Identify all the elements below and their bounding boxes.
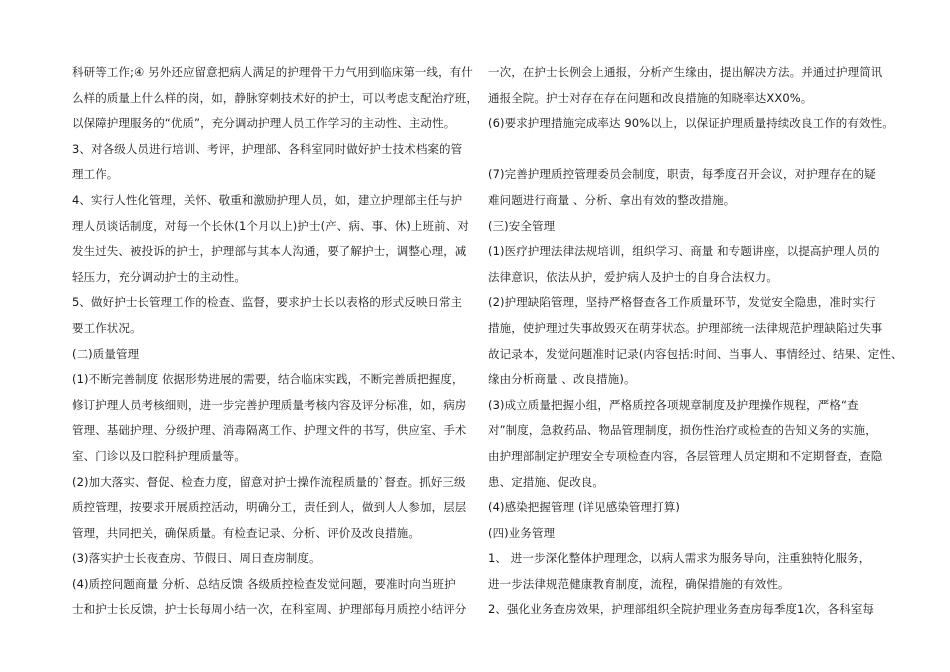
text-line: 士和护士长反馈，护士长每周小结一次，在科室周、护理部每月质控小结评分 [72, 602, 467, 617]
text-line: 质控管理，按要求开展质控活动，明确分工，责任到人，做到人人参加，层层 [72, 500, 467, 515]
section-heading: (二)质量管理 [72, 346, 140, 361]
text-line: 科研等工作;④ 另外还应留意把病人满足的护理骨干力气用到临床第一线，有什 [72, 65, 473, 79]
text-line: 要工作状况。 [72, 320, 142, 335]
text-line: (6)要求护理措施完成率达 90%以上，以保证护理质量持续改良工作的有效性。 [488, 116, 894, 131]
text-line: (1)不断完善制度 依据形势进展的需要，结合临床实践，不断完善质把握度， [72, 372, 464, 387]
text-line: 3、对各级人员进行培训、考评，护理部、各科室同时做好护士技术档案的管 [72, 141, 463, 156]
text-line: 措施，使护理过失事故毁灭在萌芽状态。护理部统一法律规范护理缺陷过失事 [488, 320, 883, 335]
text-line: 以保障护理服务的“优质”，充分调动护理人员工作学习的主动性、主动性。 [72, 116, 456, 131]
text-line: 故记录本，发觉问题准时记录(内容包括:时间、当事人、事情经过、结果、定性、 [488, 346, 903, 361]
text-line: 患、定措施、促改良。 [488, 474, 604, 489]
text-line: (2)加大落实、督促、检查力度，留意对护士操作流程质量的`督查。抓好三级 [72, 474, 466, 489]
text-line: 轻压力，充分调动护士的主动性。 [72, 269, 246, 284]
text-line: 进一步法律规范健康教育制度，流程，确保措施的有效性。 [488, 576, 790, 591]
text-line: 么样的质量上什么样的岗，如，静脉穿刺技术好的护士，可以考虑支配治疗班， [72, 90, 478, 105]
text-line: 对”制度，急救药品、物品管理制度，损伤性治疗或检查的告知义务的实施， [488, 423, 877, 438]
section-heading: (四)业务管理 [488, 525, 556, 540]
text-line: (7)完善护理质控管理委员会制度，职责，每季度召开会议，对护理存在的疑 [488, 167, 876, 182]
text-line: (4)质控问题商量 分析、总结反馈 各级质控检查发觉问题，要准时向当班护 [72, 576, 456, 591]
text-line: (3)落实护士长夜查房、节假日、周日查房制度。 [72, 551, 321, 566]
text-line: 5、做好护士长管理工作的检查、监督，要求护士长以表格的形式反映日常主 [72, 295, 463, 310]
text-line: 1、 进一步深化整体护理理念，以病人需求为服务导向，注重独特化服务， [488, 551, 871, 566]
section-heading: (三)安全管理 [488, 218, 556, 233]
text-line: (2)护理缺陷管理，坚持严格督查各工作质量环节，发觉安全隐患，准时实行 [488, 295, 876, 310]
text-line: 管理，共同把关，确保质量。有检查记录、分析、评价及改良措施。 [72, 525, 420, 540]
text-line: (3)成立质量把握小组，严格质控各项规章制度及护理操作规程，严格“查 [488, 397, 859, 412]
text-line: 4、实行人性化管理，关怀、敬重和激励护理人员，如，建立护理部主任与护 [72, 192, 463, 207]
text-line: 法律意识，依法从护，爱护病人及护士的自身合法权力。 [488, 269, 778, 284]
text-line: 理工作。 [72, 167, 119, 182]
left-column [72, 60, 478, 623]
text-line: (1)医疗护理法律法规培训，组织学习、商量 和专题讲座，以提高护理人员的 [488, 244, 880, 259]
text-line: 由护理部制定护理安全专项检查内容，各层管理人员定期和不定期督查，查隐 [488, 448, 883, 463]
right-column [488, 60, 903, 623]
text-line: 通报全院。护士对存在存在问题和改良措施的知晓率达XX0%。 [488, 90, 813, 105]
text-line: 难问题进行商量 、分析、拿出有效的整改措施。 [488, 192, 736, 207]
text-line: (4)感染把握管理 (详见感染管理打算) [488, 500, 680, 515]
text-line: 管理、基础护理、分级护理、消毒隔离工作、护理文件的书写，供应室、手术 [72, 423, 467, 438]
blank-line [488, 137, 878, 163]
text-line: 一次，在护士长例会上通报，分析产生缘由，提出解决方法。并通过护理简讯 [488, 65, 883, 79]
text-line: 修订护理人员考核细则，进一步完善护理质量考核内容及评分标准，如，病房 [72, 397, 467, 412]
text-line: 2、强化业务查房效果，护理部组织全院护理业务查房每季度1次，各科室每 [488, 602, 875, 617]
text-line: 发生过失、被投诉的护士，护理部与其本人沟通，要了解护士，调整心理，减 [72, 244, 467, 259]
text-line: 缘由分析商量 、改良措施)。 [488, 372, 636, 387]
text-line: 室、门诊以及口腔科护理质量等。 [72, 448, 246, 463]
text-line: 理人员谈话制度，对每一个长休(1个月以上)护士(产、病、事、休)上班前、对 [72, 218, 469, 233]
